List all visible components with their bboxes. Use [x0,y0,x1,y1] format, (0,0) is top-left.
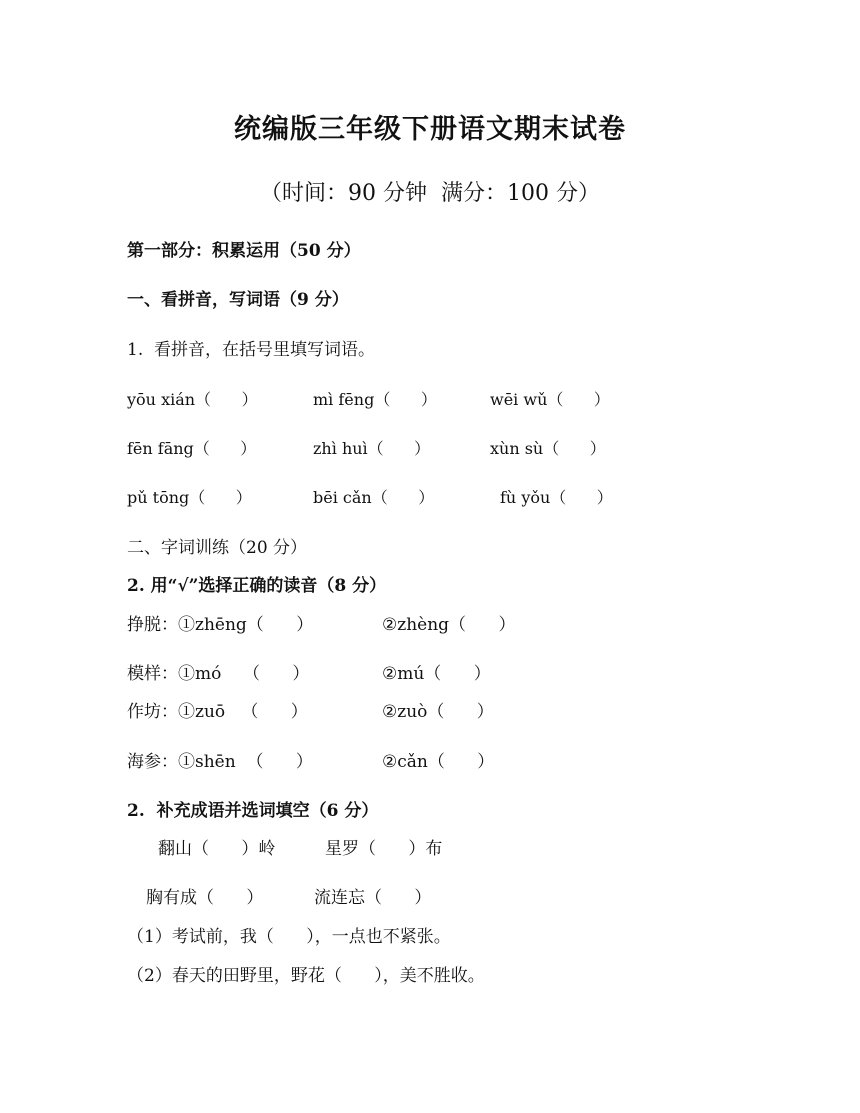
pinyin-item: yōu xián（ ） [127,390,258,409]
pinyin-item: mì fēng（ ） [313,390,437,409]
pinyin-item: bēi cǎn（ ） [313,488,435,507]
idiom-blank: 流连忘（ ） [314,888,432,908]
reading-choice-item: 模样：①mó （ ） [127,664,310,684]
reading-choice-alt: ②zhèng（ ） [382,615,516,635]
pinyin-item: pǔ tōng（ ） [127,488,252,507]
section-two-heading: 二、字词训练（20 分） [127,538,308,558]
pinyin-item: wēi wǔ（ ） [490,390,610,409]
fill-sentence: （2）春天的田野里，野花（ ），美不胜收。 [127,966,485,986]
idiom-blank: 星罗（ ）布 [325,839,443,859]
reading-choice-alt: ②cǎn（ ） [382,752,495,772]
part-one-heading: 第一部分：积累运用（50 分） [127,241,361,261]
question-1-prompt: 1. 看拼音，在括号里填写词语。 [127,340,376,360]
pinyin-item: zhì huì（ ） [313,439,431,458]
reading-choice-alt: ②mú（ ） [382,664,491,684]
idiom-blank: 胸有成（ ） [146,888,264,908]
pinyin-item: fēn fāng（ ） [127,439,257,458]
exam-title: 统编版三年级下册语文期末试卷 [234,114,626,145]
reading-choice-item: 作坊：①zuō （ ） [127,702,308,722]
reading-choice-alt: ②zuò（ ） [382,702,494,722]
question-2-prompt: 2. 用“√”选择正确的读音（8 分） [127,576,387,596]
section-one-heading: 一、看拼音，写词语（9 分） [127,290,349,310]
reading-choice-item: 挣脱：①zhēng（ ） [127,615,314,635]
pinyin-item: xùn sù（ ） [490,439,606,458]
pinyin-item: fù yǒu（ ） [500,488,613,507]
exam-subtitle: （时间：90 分钟 满分：100 分） [260,181,600,206]
reading-choice-item: 海参：①shēn （ ） [127,752,313,772]
fill-sentence: （1）考试前，我（ ），一点也不紧张。 [127,927,451,947]
idiom-blank: 翻山（ ）岭 [158,839,276,859]
question-3-prompt: 2. 补充成语并选词填空（6 分） [127,801,379,821]
